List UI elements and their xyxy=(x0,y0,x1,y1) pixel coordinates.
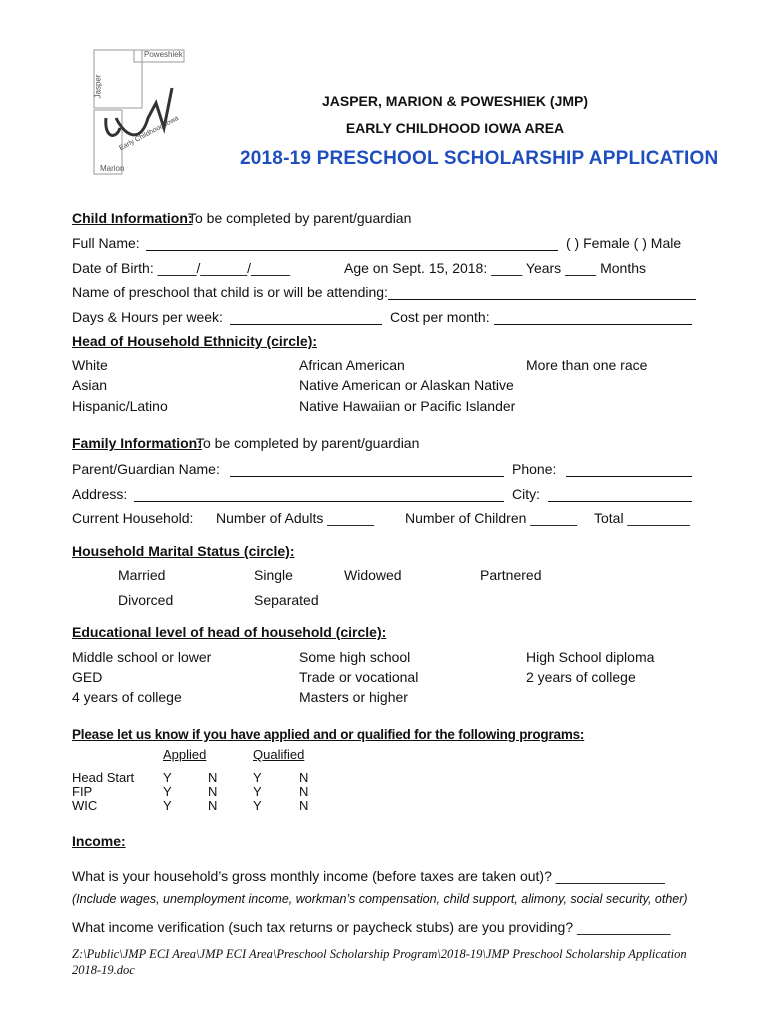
city-label: City: xyxy=(512,486,540,502)
ethnicity-option[interactable]: White xyxy=(72,357,108,373)
ethnicity-option[interactable]: African American xyxy=(299,357,405,373)
header-line2: EARLY CHILDHOOD IOWA AREA xyxy=(345,120,565,136)
applied-yes[interactable]: Y xyxy=(163,784,172,799)
applied-no[interactable]: N xyxy=(208,784,218,799)
logo-tagline: Early Childhood Iowa xyxy=(118,114,180,153)
ethnicity-option[interactable]: Hispanic/Latino xyxy=(72,398,168,414)
total-field[interactable]: Total ________ xyxy=(594,510,690,526)
ethnicity-option[interactable]: Native Hawaiian or Pacific Islander xyxy=(299,398,516,414)
qualified-yes[interactable]: Y xyxy=(253,784,262,799)
education-option[interactable]: Trade or vocational xyxy=(299,669,419,685)
income-heading: Income: xyxy=(72,833,126,849)
applied-no[interactable]: N xyxy=(208,770,218,785)
guardian-field[interactable] xyxy=(230,475,504,477)
jmp-logo xyxy=(86,48,186,176)
qualified-yes[interactable]: Y xyxy=(253,770,262,785)
income-question[interactable]: What is your household’s gross monthly income (before taxes are taken out)? ______________ xyxy=(72,868,665,884)
guardian-label: Parent/Guardian Name: xyxy=(72,461,220,477)
marital-option[interactable]: Single xyxy=(254,567,293,583)
verification-question[interactable]: What income verification (such tax returns or paycheck stubs) are you providing? ____________ xyxy=(72,919,671,935)
programs-heading: Please let us know if you have applied and or qualified for the following programs: xyxy=(72,727,585,742)
full-name-field[interactable] xyxy=(146,249,558,251)
adults-field[interactable]: Number of Adults ______ xyxy=(216,510,374,526)
phone-field[interactable] xyxy=(566,475,692,477)
marital-option[interactable]: Separated xyxy=(254,592,319,608)
applied-yes[interactable]: Y xyxy=(163,770,172,785)
preschool-field[interactable] xyxy=(388,298,696,300)
children-field[interactable]: Number of Children ______ xyxy=(405,510,577,526)
applied-yes[interactable]: Y xyxy=(163,798,172,813)
qualified-header: Qualified xyxy=(253,747,305,762)
full-name-label: Full Name: xyxy=(72,235,140,251)
preschool-label: Name of preschool that child is or will be attending: xyxy=(72,284,388,300)
gender-options[interactable]: ( ) Female ( ) Male xyxy=(566,235,682,251)
education-option[interactable]: Masters or higher xyxy=(299,689,408,705)
marital-option[interactable]: Married xyxy=(118,567,166,583)
page-title: 2018-19 PRESCHOOL SCHOLARSHIP APPLICATION xyxy=(240,148,719,169)
education-option[interactable]: 4 years of college xyxy=(72,689,182,705)
program-name: Head Start xyxy=(72,770,135,785)
phone-label: Phone: xyxy=(512,461,557,477)
city-field[interactable] xyxy=(548,500,692,502)
marital-option[interactable]: Partnered xyxy=(480,567,542,583)
age-field[interactable]: Age on Sept. 15, 2018: ____ Years ____ Months xyxy=(344,260,647,276)
family-info-note: To be completed by parent/guardian xyxy=(196,435,420,451)
address-field[interactable] xyxy=(134,500,504,502)
ethnicity-option[interactable]: Asian xyxy=(72,377,108,393)
logo-county-left: Jasper xyxy=(93,74,103,99)
days-hours-label: Days & Hours per week: xyxy=(72,309,223,325)
education-option[interactable]: GED xyxy=(72,669,103,685)
jmp-logo-graphic xyxy=(86,48,186,176)
qualified-yes[interactable]: Y xyxy=(253,798,262,813)
household-label: Current Household: xyxy=(72,510,194,526)
qualified-no[interactable]: N xyxy=(299,798,309,813)
applied-no[interactable]: N xyxy=(208,798,218,813)
education-heading: Educational level of head of household (circle): xyxy=(72,624,387,640)
address-label: Address: xyxy=(72,486,128,502)
header-line1: JASPER, MARION & POWESHIEK (JMP) xyxy=(321,93,589,109)
ethnicity-option[interactable]: More than one race xyxy=(526,357,648,373)
cost-label: Cost per month: xyxy=(390,309,490,325)
days-hours-field[interactable] xyxy=(230,323,382,325)
education-option[interactable]: 2 years of college xyxy=(526,669,636,685)
education-option[interactable]: Middle school or lower xyxy=(72,649,212,665)
income-note: (Include wages, unemployment income, workman’s compensation, child support, alimony, social security, other) xyxy=(72,892,688,906)
education-option[interactable]: High School diploma xyxy=(526,649,655,665)
dob-field[interactable]: Date of Birth: _____/______/_____ xyxy=(72,260,290,276)
child-info-heading: Child Information: xyxy=(72,210,193,226)
marital-option[interactable]: Divorced xyxy=(118,592,174,608)
child-info-note: To be completed by parent/guardian xyxy=(188,210,412,226)
ethnicity-heading: Head of Household Ethnicity (circle): xyxy=(72,333,318,349)
family-info-heading: Family Information: xyxy=(72,435,202,451)
logo-county-bottom: Marion xyxy=(100,164,125,173)
applied-header: Applied xyxy=(163,747,207,762)
education-option[interactable]: Some high school xyxy=(299,649,411,665)
qualified-no[interactable]: N xyxy=(299,784,309,799)
program-name: WIC xyxy=(72,798,98,813)
logo-county-top: Poweshiek xyxy=(144,50,183,59)
cost-field[interactable] xyxy=(494,323,692,325)
program-name: FIP xyxy=(72,784,93,799)
marital-heading: Household Marital Status (circle): xyxy=(72,543,295,559)
qualified-no[interactable]: N xyxy=(299,770,309,785)
marital-option[interactable]: Widowed xyxy=(344,567,402,583)
file-path-footer: Z:\Public\JMP ECI Area\JMP ECI Area\Preschool Scholarship Program\2018-19\JMP Preschool Scholarship Application 2018-19.doc xyxy=(72,947,687,977)
ethnicity-option[interactable]: Native American or Alaskan Native xyxy=(299,377,514,393)
